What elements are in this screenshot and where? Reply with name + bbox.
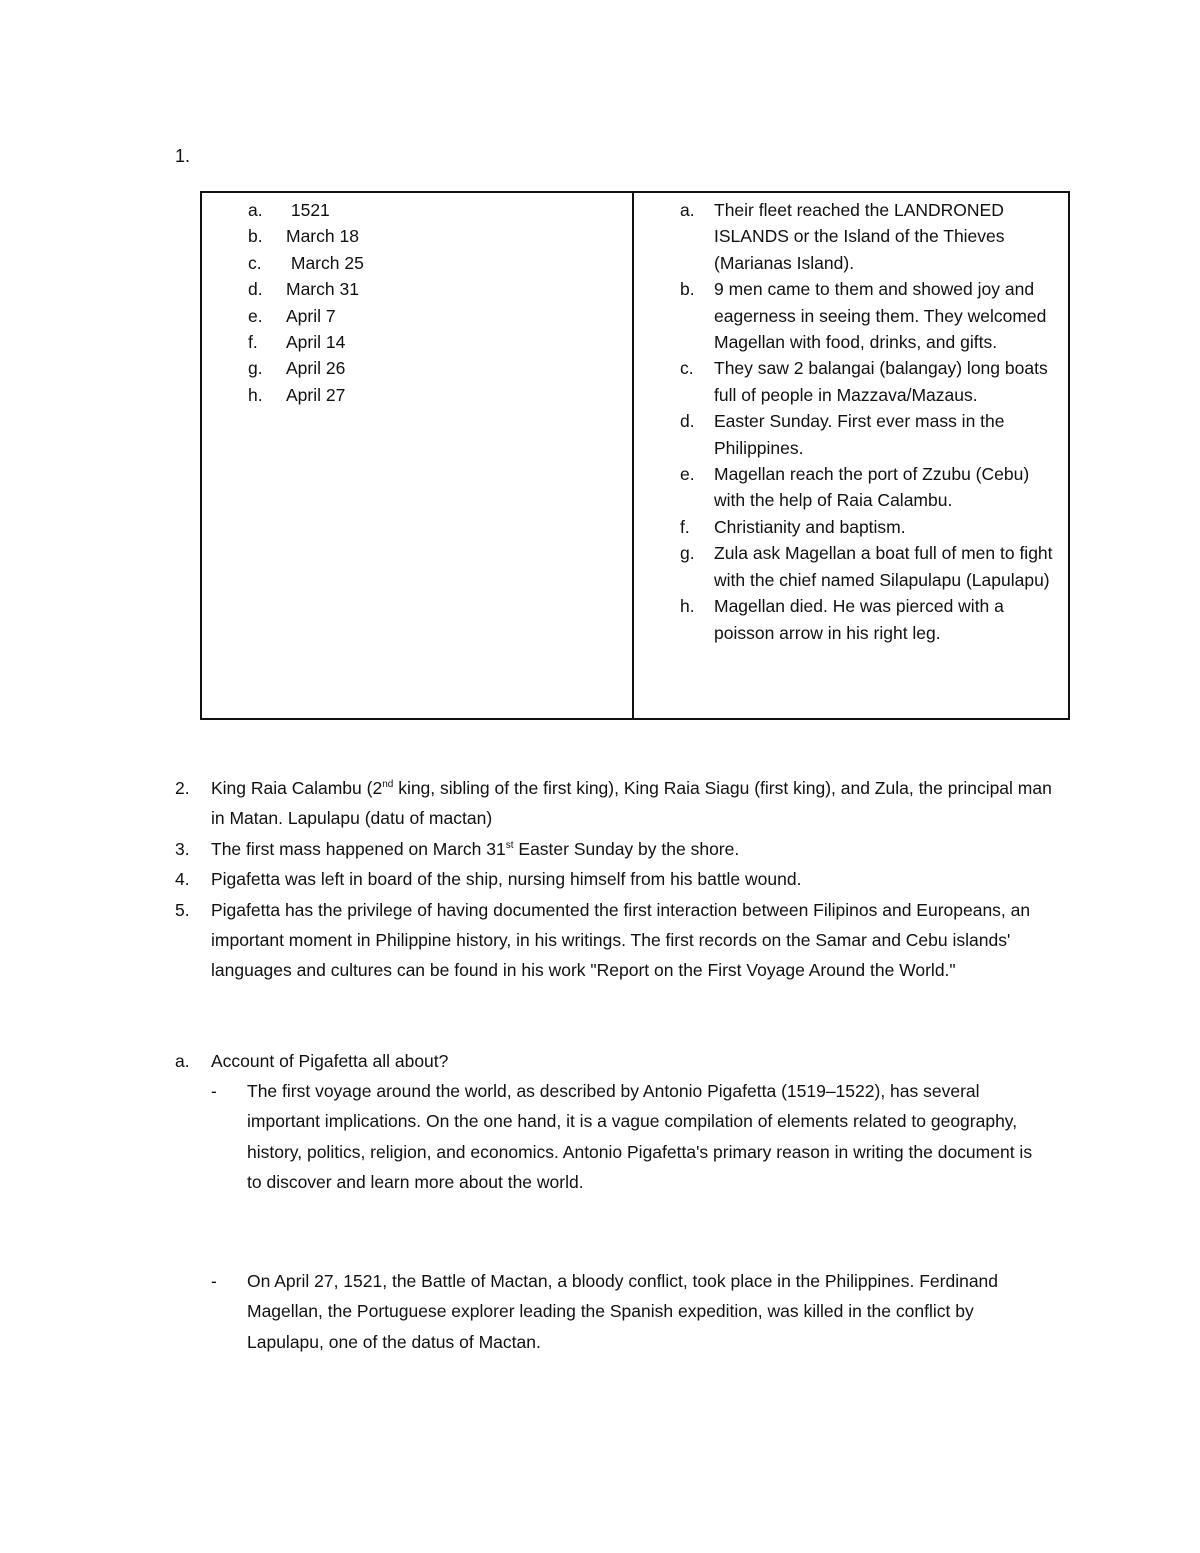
list-letter: c.: [680, 358, 694, 379]
event-item: [634, 593, 1068, 646]
event-text: They saw 2 balangai (balangay) long boats full of people in Mazzava/Mazaus.: [714, 358, 1048, 405]
answer-5: [175, 895, 1055, 986]
date-text: April 7: [286, 305, 336, 326]
answer-text: Pigafetta has the privilege of having documented the first interaction between Filipinos and Europeans, an important moment in Philippine history, in his writings. The first records on the Samar and Cebu islands' languages and cultures can be found in his work "Report on the First Voyage Around the World.": [211, 899, 1031, 981]
ordinal-suffix: st: [505, 839, 514, 851]
date-item: [202, 223, 632, 249]
event-item: [634, 408, 1068, 461]
answer-number: 3.: [175, 838, 190, 859]
date-text: 1521: [286, 200, 330, 220]
event-text: Easter Sunday. First ever mass in the Philippines.: [714, 411, 1005, 458]
date-item: [202, 276, 632, 302]
answer-text-part: Easter Sunday by the shore.: [513, 838, 740, 859]
bullet-item: [211, 1266, 1051, 1357]
dates-column: [202, 193, 634, 718]
event-text: Christianity and baptism.: [714, 516, 906, 537]
list-letter: a.: [680, 200, 695, 220]
list-letter: h.: [680, 596, 695, 617]
list-letter: h.: [248, 384, 263, 405]
event-text: Magellan reach the port of Zzubu (Cebu) with the help of Raia Calambu.: [714, 464, 1030, 511]
list-letter: g.: [680, 543, 695, 564]
date-text: April 26: [286, 358, 346, 379]
subquestion: [175, 1046, 1055, 1076]
event-item: [634, 461, 1068, 514]
subquestion-text: Account of Pigafetta all about?: [211, 1051, 449, 1071]
events-column: [634, 193, 1068, 718]
bullet-marker: -: [211, 1271, 217, 1291]
date-text: March 25: [286, 252, 364, 273]
list-letter: e.: [248, 305, 263, 326]
event-text: 9 men came to them and showed joy and eagerness in seeing them. They welcomed Magellan with food, drinks, and gifts.: [714, 279, 1047, 353]
answer-2: [175, 773, 1055, 834]
date-item: [202, 382, 632, 408]
bullet-marker: -: [211, 1081, 217, 1101]
date-text: March 18: [286, 226, 359, 247]
event-item: [634, 540, 1068, 593]
date-text: March 31: [286, 279, 359, 300]
list-letter: g.: [248, 358, 263, 379]
date-item: [202, 250, 632, 276]
list-letter: e.: [680, 464, 695, 485]
answer-number: 2.: [175, 778, 190, 798]
date-item: [202, 329, 632, 355]
bullet-text: On April 27, 1521, the Battle of Mactan, a bloody conflict, took place in the Philippines. Ferdinand Magellan, the Portuguese explorer leading the Spanish expedition, was killed in the conflict by Lapulapu, one of the datus of Mactan.: [247, 1271, 999, 1352]
answer-text: [211, 834, 1055, 864]
answer-text-part: The first mass happened on March 31: [211, 838, 506, 859]
list-letter: b.: [680, 279, 695, 300]
date-item: [202, 303, 632, 329]
event-text: Zula ask Magellan a boat full of men to fight with the chief named Silapulapu (Lapulapu): [714, 543, 1053, 590]
answer-text-part: king, sibling of the first king), King Raia Siagu (first king), and Zula, the principal man in Matan. Lapulapu (datu of mactan): [211, 778, 1052, 829]
list-letter: c.: [248, 252, 262, 273]
event-item: [634, 514, 1068, 540]
list-letter: a.: [248, 200, 263, 220]
list-letter: f.: [680, 516, 690, 537]
answer-text: Pigafetta was left in board of the ship, nursing himself from his battle wound.: [211, 869, 802, 890]
list-letter: d.: [248, 279, 263, 300]
list-letter: f.: [248, 332, 258, 353]
event-item: [634, 355, 1068, 408]
question-1-number: 1.: [175, 146, 191, 166]
date-item: [202, 197, 632, 223]
date-text: April 27: [286, 384, 346, 405]
answer-4: [175, 864, 1055, 894]
answer-text-part: King Raia Calambu (2: [211, 778, 383, 798]
answer-number: 5.: [175, 899, 190, 920]
date-item: [202, 355, 632, 381]
date-text: April 14: [286, 332, 346, 353]
event-text: Their fleet reached the LANDRONED ISLANDS or the Island of the Thieves (Marianas Island).: [714, 200, 1005, 273]
bullet-text: The first voyage around the world, as described by Antonio Pigafetta (1519–1522), has several important implications. On the one hand, it is a vague compilation of elements related to geography, history, politics, religion, and economics. Antonio Pigafetta's primary reason in writing the document is to discover and learn more about the world.: [247, 1081, 1033, 1193]
subquestion-heading: [175, 1046, 1055, 1076]
list-letter: d.: [680, 411, 695, 432]
event-item: [634, 276, 1068, 355]
bullet-item: [211, 1076, 1051, 1198]
list-letter: b.: [248, 226, 263, 247]
answer-text: [211, 773, 1055, 834]
answer-number: 4.: [175, 869, 190, 890]
event-item: [634, 197, 1068, 276]
answer-3: [175, 834, 1055, 864]
ordinal-suffix: nd: [382, 779, 394, 791]
answers-list: [175, 773, 1055, 986]
events-table: [200, 191, 1070, 720]
event-text: Magellan died. He was pierced with a poisson arrow in his right leg.: [714, 596, 1004, 643]
subquestion-letter: a.: [175, 1051, 190, 1071]
